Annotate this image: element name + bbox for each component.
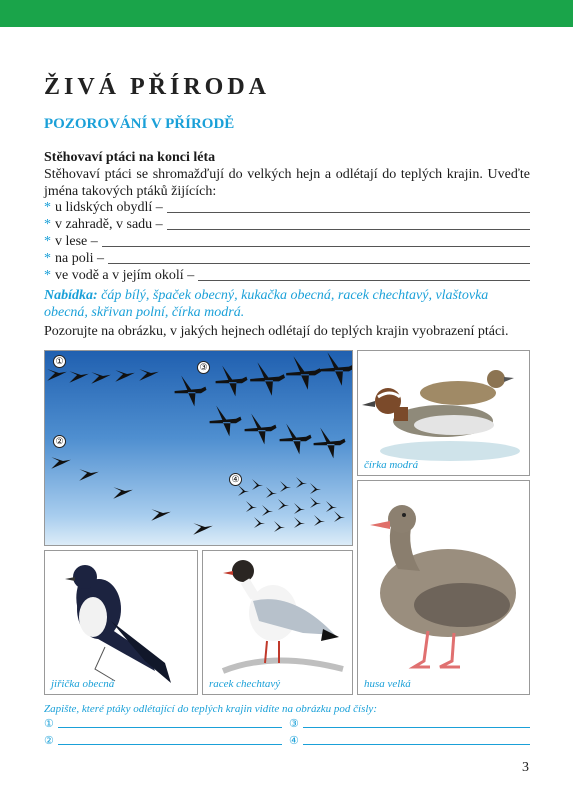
teal-image bbox=[357, 350, 530, 476]
write-line[interactable] bbox=[108, 263, 530, 264]
offer-text: čáp bílý, špaček obecný, kukačka obecná, racek chechtavý, vlaštovka obecná, skřivan polní, čírka modrá. bbox=[44, 288, 489, 320]
line-label: na poli – bbox=[55, 251, 104, 266]
answer-line-1[interactable] bbox=[44, 716, 282, 730]
line-label: ve vodě a v jejím okolí – bbox=[55, 268, 195, 283]
page-title: ŽIVÁ PŘÍRODA bbox=[44, 74, 271, 100]
greylag-goose-illustration bbox=[358, 481, 530, 695]
caption-gull: racek chechtavý bbox=[209, 678, 281, 690]
answer-line-field[interactable] bbox=[44, 250, 530, 267]
sky-flocks-image bbox=[44, 350, 353, 546]
gull-image bbox=[202, 550, 353, 695]
offer-label: Nabídka: bbox=[44, 288, 98, 303]
bullet-star-icon: * bbox=[44, 217, 51, 232]
bullet-star-icon: * bbox=[44, 251, 51, 266]
bullet-star-icon: * bbox=[44, 200, 51, 215]
write-line[interactable] bbox=[303, 744, 530, 745]
write-line[interactable] bbox=[58, 727, 282, 728]
flock-marker-2: ② bbox=[53, 435, 66, 448]
answer-number-4: ④ bbox=[289, 735, 299, 747]
caption-martin: jiřička obecná bbox=[51, 678, 115, 690]
flock-marker-4: ④ bbox=[229, 473, 242, 486]
house-martin-image bbox=[44, 550, 198, 695]
word-offer bbox=[44, 287, 530, 321]
answer-line-dwellings[interactable] bbox=[44, 199, 530, 216]
write-line[interactable] bbox=[102, 246, 530, 247]
exercise-heading: Stěhovaví ptáci na konci léta bbox=[44, 150, 216, 165]
top-color-bar bbox=[0, 0, 573, 27]
write-line[interactable] bbox=[303, 727, 530, 728]
answer-number-1: ① bbox=[44, 718, 54, 730]
answer-line-garden[interactable] bbox=[44, 216, 530, 233]
line-label: u lidských obydlí – bbox=[55, 200, 163, 215]
line-label: v zahradě, v sadu – bbox=[55, 217, 163, 232]
write-line[interactable] bbox=[167, 229, 530, 230]
black-headed-gull-illustration bbox=[203, 551, 353, 695]
caption-goose: husa velká bbox=[364, 678, 411, 690]
exercise-intro: Stěhovaví ptáci se shromažďují do velkých hejn a odlétají do teplých krajin. Uveďte jména takových ptáků žijících: bbox=[44, 167, 530, 199]
answer-line-water[interactable] bbox=[44, 267, 530, 284]
line-label: v lese – bbox=[55, 234, 98, 249]
answer-line-2[interactable] bbox=[44, 733, 282, 747]
answer-number-2: ② bbox=[44, 735, 54, 747]
goose-image bbox=[357, 480, 530, 695]
write-line[interactable] bbox=[58, 744, 282, 745]
answer-line-3[interactable] bbox=[289, 716, 530, 730]
house-martin-illustration bbox=[45, 551, 198, 695]
bullet-star-icon: * bbox=[44, 234, 51, 249]
section-subtitle: POZOROVÁNÍ V PŘÍRODĚ bbox=[44, 116, 235, 132]
answer-number-3: ③ bbox=[289, 718, 299, 730]
write-line[interactable] bbox=[167, 212, 530, 213]
figure-instruction: Pozorujte na obrázku, v jakých hejnech odlétají do teplých krajin vyobrazení ptáci. bbox=[44, 324, 509, 339]
flock-marker-1: ① bbox=[53, 355, 66, 368]
answers-instruction: Zapište, které ptáky odlétající do teplých krajin vidíte na obrázku pod čísly: bbox=[44, 703, 377, 715]
write-line[interactable] bbox=[198, 280, 530, 281]
bullet-star-icon: * bbox=[44, 268, 51, 283]
answer-line-forest[interactable] bbox=[44, 233, 530, 250]
caption-teal: čírka modrá bbox=[364, 459, 419, 471]
teal-duck-illustration bbox=[358, 351, 530, 476]
page-number: 3 bbox=[522, 760, 529, 775]
answer-line-4[interactable] bbox=[289, 733, 530, 747]
flocks-illustration bbox=[45, 351, 353, 546]
flock-marker-3: ③ bbox=[197, 361, 210, 374]
